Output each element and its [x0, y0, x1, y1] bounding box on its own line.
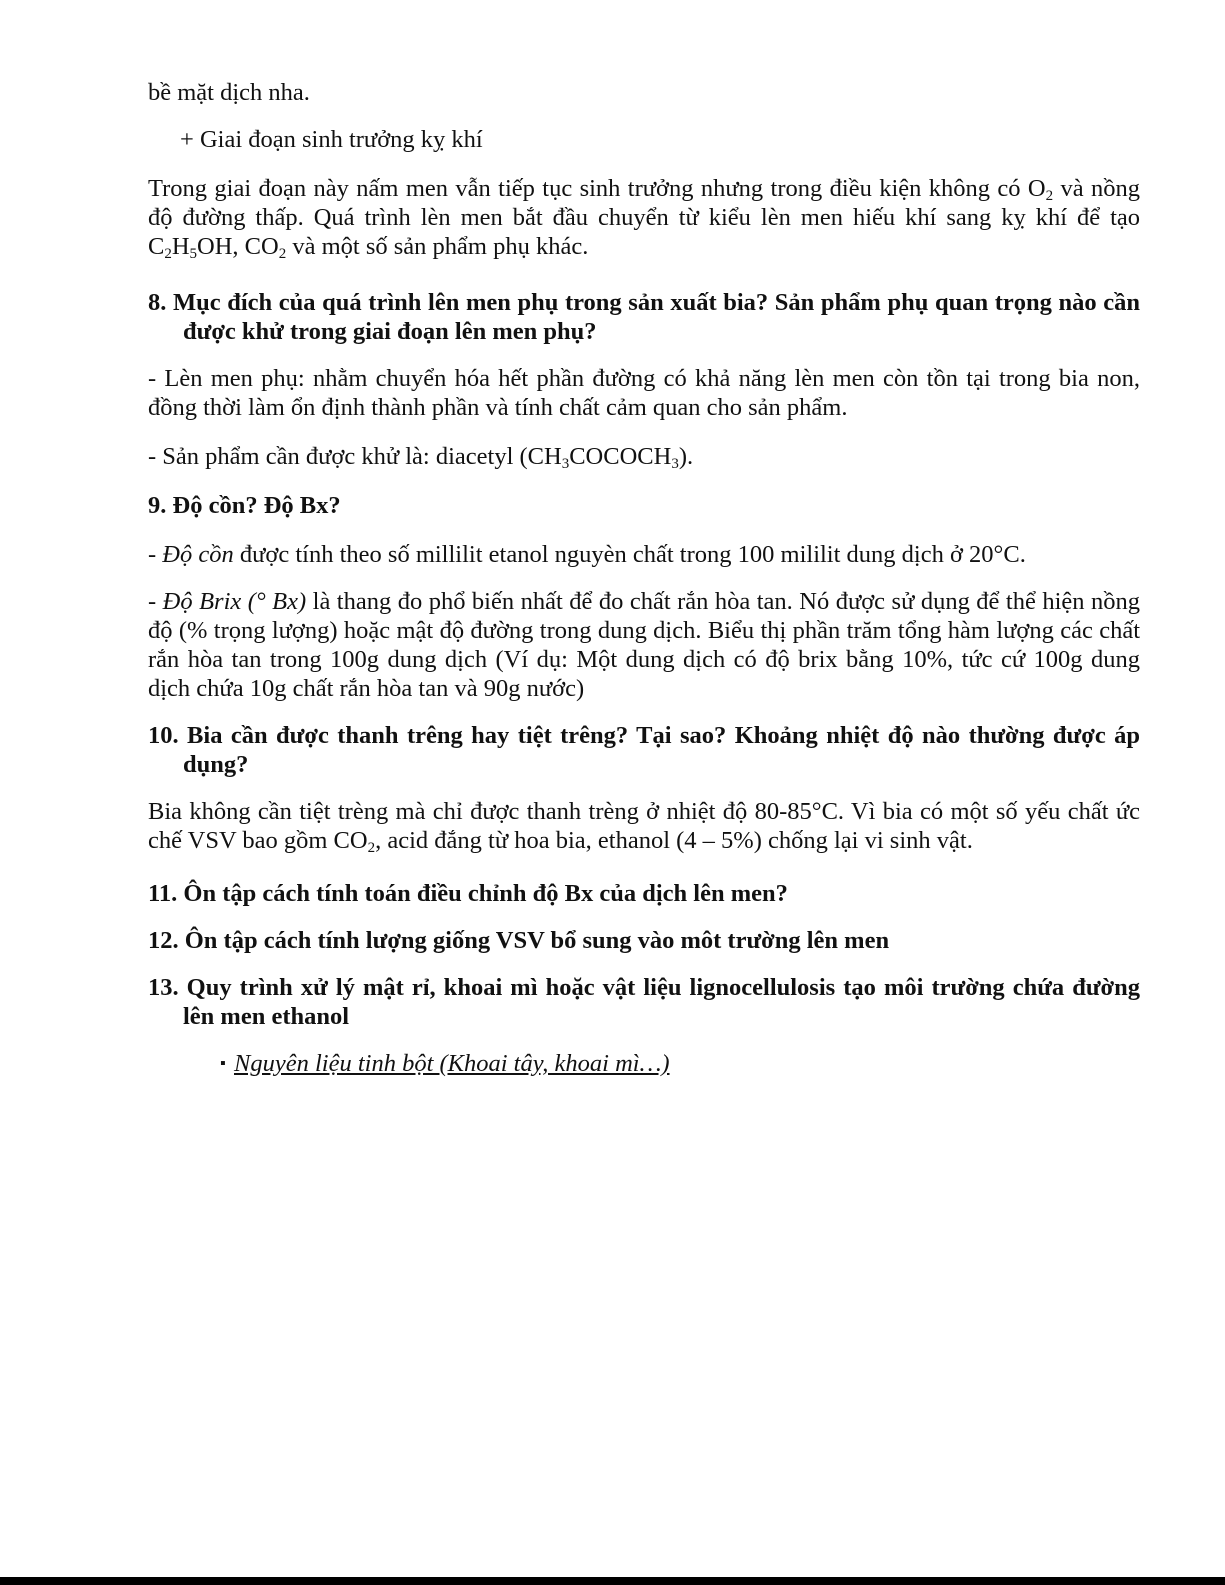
- answer-9-brix: - Độ Brix (° Bx) là thang đo phổ biến nhất để đo chất rắn hòa tan. Nó được sử dụng để thể hiện nồng độ (% trọng lượng) hoặc mật độ đường trong dung dịch. Biểu thị phần trăm tổng hàm lượng các chất rắn hòa tan trong 100g dung dịch (Ví dụ: Một dung dịch có độ brix bằng 10%, tức cứ 100g dung dịch chứa 10g chất rắn hòa tan và 90g nước): [148, 588, 1140, 702]
- answer-9-alcohol: - Độ cồn được tính theo số millilit etanol nguyèn chất trong 100 mililit dung dịch ở 20°C.: [148, 541, 1026, 568]
- question-8-heading: 8. Mục đích của quá trình lên men phụ trong sản xuất bia? Sản phẩm phụ quan trọng nào cần được khử trong giai đoạn lên men phụ?: [148, 289, 1140, 345]
- subheading-anaerobic-stage: + Giai đoạn sinh trưởng kỵ khí: [180, 126, 483, 153]
- question-13-heading: 13. Quy trình xử lý mật rỉ, khoai mì hoặc vật liệu lignocellulosis tạo môi trường chứa đường lên men ethanol: [148, 974, 1140, 1030]
- document-page: [148, 78, 1140, 1078]
- question-10-heading: 10. Bia cần được thanh trêng hay tiệt trêng? Tại sao? Khoảng nhiệt độ nào thường được áp dụng?: [148, 722, 1140, 778]
- paragraph-continuation: bề mặt dịch nha.: [148, 79, 310, 106]
- page-bottom-border: [0, 1577, 1225, 1585]
- paragraph-anaerobic-stage: Trong giai đoạn này nấm men vẫn tiếp tục sinh trưởng nhưng trong điều kiện không có $O_2$ và nồng độ đường thấp. Quá trình lèn men bắt đầu chuyển từ kiểu lèn men hiếu khí sang kỵ khí để tạo $C_2H_5OH$, $CO_2$ và một số sản phẩm phụ khác.: [148, 175, 1140, 262]
- answer-10-pasteurization: Bia không cần tiệt trèng mà chỉ được thanh trèng ở nhiệt độ 80-85°C. Vì bia có một số yếu chất ức chế VSV bao gồm $CO_2$, acid đắng từ hoa bia, ethanol (4 – 5%) chống lại vi sinh vật.: [148, 798, 1140, 856]
- square-bullet-icon: ▪: [220, 1055, 226, 1072]
- answer-8-secondary-fermentation: - Lèn men phụ: nhằm chuyển hóa hết phần đường có khả năng lèn men còn tồn tại trong bia non, đồng thời làm ổn định thành phần và tính chất cảm quan cho sản phẩm.: [148, 365, 1140, 421]
- question-12-heading: 12. Ôn tập cách tính lượng giống VSV bổ sung vào môt trường lên men: [148, 927, 890, 954]
- question-9-heading: 9. Độ cồn? Độ Bx?: [148, 492, 341, 519]
- question-11-heading: 11. Ôn tập cách tính toán điều chỉnh độ Bx của dịch lên men?: [148, 880, 788, 907]
- answer-8-diacetyl: - Sản phẩm cần được khử là: diacetyl $(CH_3COCOCH_3)$.: [148, 443, 694, 472]
- bullet-item-starch-materials: ▪ Nguyên liệu tinh bột (Khoai tây, khoai mì…): [220, 1050, 670, 1077]
